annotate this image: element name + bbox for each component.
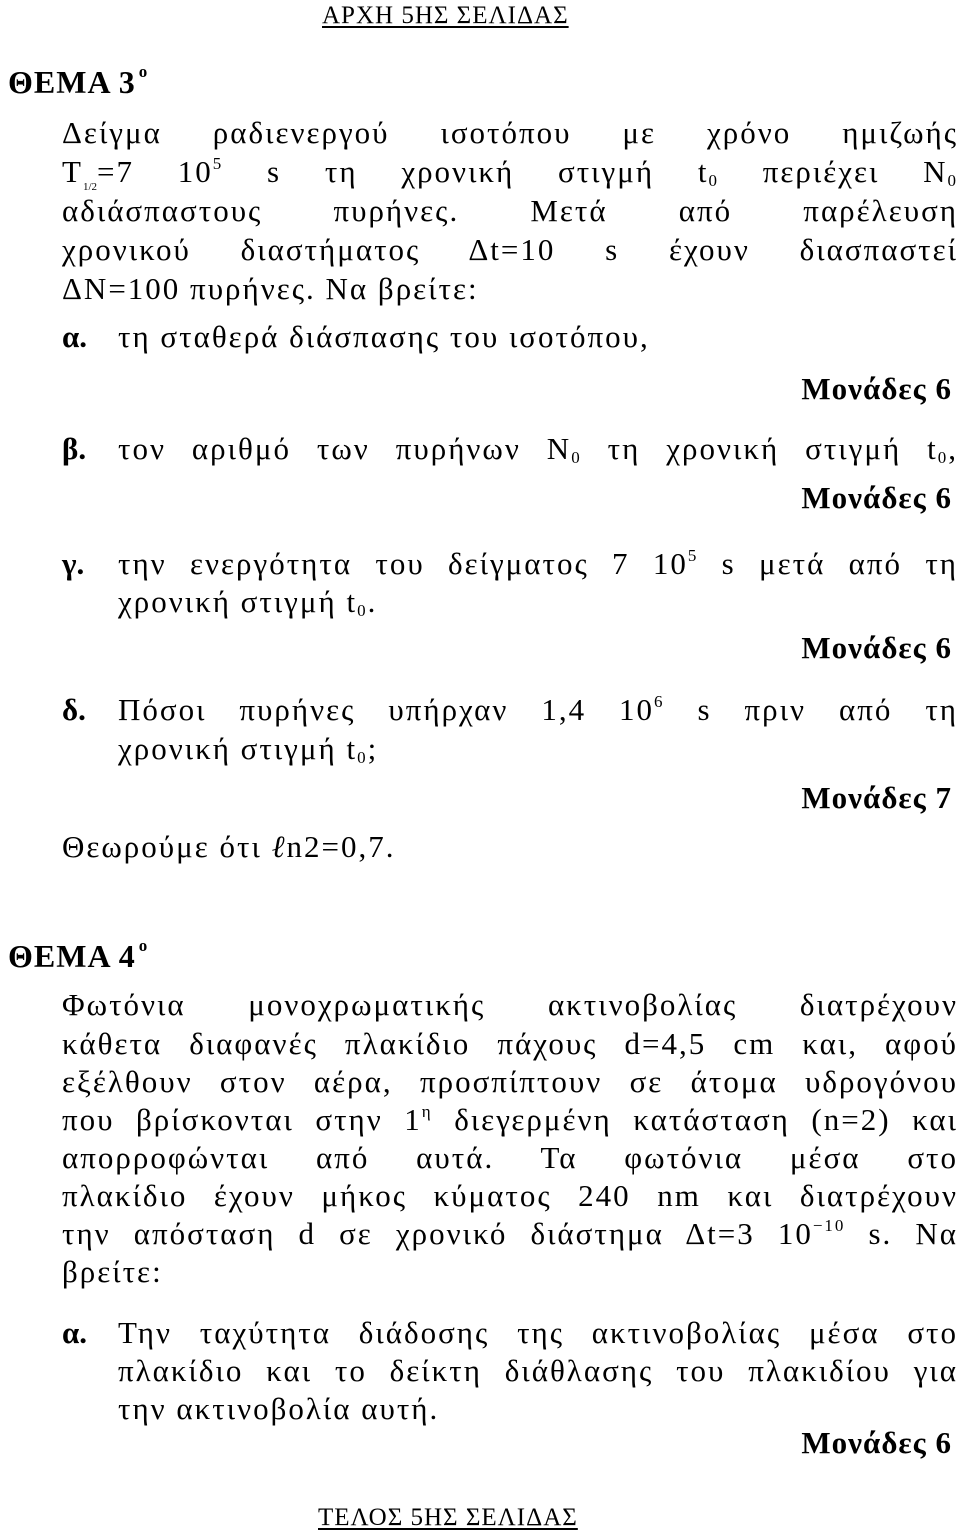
theme-4-line-1: Φωτόνια μονοχρωματικής ακτινοβολίας διατρέχουν [62,987,958,1022]
theme-3-b-text [118,431,958,468]
c-line-2-end: . [367,584,378,619]
ln-symbol: ℓ [271,829,287,864]
d-text-1: Πόσοι πυρήνες υπήρχαν 1,4 10 [118,692,655,727]
theme-3-c-line-2 [118,584,377,621]
line-4-text-b: διεγερμένη κατάσταση (n=2) και [432,1102,958,1137]
theme-4-line-5: απορροφώνται από αυτά. Τα φωτόνια μέσα στο [62,1140,958,1175]
theme-4-line-4 [62,1102,958,1138]
b-sub-1: 0 [571,448,582,467]
intro-line-2-text: s τη χρονική στιγμή t [223,154,709,189]
note-text-b: n2=0,7. [286,829,396,864]
theme-4-a-label: α. [62,1315,88,1350]
time-exponent: −10 [812,1216,846,1235]
theme-4-a-line-1: Την ταχύτητα διάδοσης της ακτινοβολίας μέσα στο [118,1315,958,1350]
intro-line-2-text-b: περιέχει N [718,154,948,189]
b-sub-2: 0 [937,448,949,467]
half-life-value: =7 10 [97,154,213,189]
theme-4-a-line-2: πλακίδιο και το δείκτη διάθλασης του πλακιδίου για [118,1353,958,1388]
theme-4-line-7 [62,1216,958,1252]
t-half-subscript: 1/2 [82,181,97,193]
theme-4-line-8: βρείτε: [62,1254,163,1289]
theme-3-note [62,829,395,865]
theme-3-a-text: τη σταθερά διάσπασης του ισοτόπου, [118,319,650,354]
page-header: ΑΡΧΗ 5ΗΣ ΣΕΛΙΔΑΣ [322,2,569,29]
t-half-symbol: T [62,154,83,189]
theme-3-d-marks: Μονάδες 7 [801,780,952,815]
c-line-2-text: χρονική στιγμή t [118,584,358,619]
theme-4-title [8,938,148,975]
d-exponent: 6 [654,692,665,711]
line-4-text-a: που βρίσκονται στην 1 [62,1102,422,1137]
page-footer: ΤΕΛΟΣ 5ΗΣ ΣΕΛΙΔΑΣ [318,1504,578,1531]
ordinal-sup: η [421,1102,433,1121]
theme-3-a-label: α. [62,319,88,354]
theme-3-title [8,64,148,101]
theme-3-a-marks: Μονάδες 6 [801,371,952,406]
theme-3-b-marks: Μονάδες 6 [801,480,952,515]
theme-3-intro-line-1: Δείγμα ραδιενεργού ισοτόπου με χρόνο ημιζωής [62,115,958,150]
d-line-2-sub: 0 [357,748,368,767]
theme-3-d-label: δ. [62,692,86,727]
theme-4-a-line-3: την ακτινοβολία αυτή. [118,1391,440,1426]
theme-4-line-3: εξέλθουν στον αέρα, προσπίπτουν σε άτομα υδρογόνου [62,1064,958,1099]
theme-3-title-sup: ο [138,62,149,82]
theme-3-c-marks: Μονάδες 6 [801,630,952,665]
line-7-text-a: την απόσταση d σε χρονικό διάστημα Δt=3 10 [62,1216,813,1251]
c-line-2-sub: 0 [357,601,368,620]
theme-3-title-text: ΘΕΜΑ 3 [8,64,136,100]
c-text-1: την ενεργότητα του δείγματος 7 10 [118,546,688,581]
theme-3-intro-line-2 [62,154,958,193]
d-line-2-text: χρονική στιγμή t [118,731,358,766]
b-text-1: τον αριθμό των πυρήνων N [118,431,572,466]
theme-3-intro-line-5: ΔN=100 πυρήνες. Να βρείτε: [62,271,479,306]
d-line-2-end: ; [367,731,379,766]
theme-4-a-marks: Μονάδες 6 [801,1425,952,1460]
line-7-text-b: s. Να [845,1216,958,1251]
c-exponent: 5 [687,546,699,565]
n0-subscript: 0 [947,171,958,190]
note-text-a: Θεωρούμε ότι [62,829,272,864]
b-text-3: , [948,431,958,466]
t0-subscript: 0 [708,171,719,190]
theme-4-title-text: ΘΕΜΑ 4 [8,938,136,974]
theme-3-intro-line-4: χρονικού διαστήματος Δt=10 s έχουν διασπαστεί [62,232,958,267]
theme-3-c-line-1 [118,546,958,582]
half-life-exponent: 5 [212,154,224,173]
c-text-2: s μετά από τη [698,546,959,581]
d-text-2: s πριν από τη [664,692,958,727]
theme-4-line-2: κάθετα διαφανές πλακίδιο πάχους d=4,5 cm και, αφού [62,1026,958,1061]
theme-4-line-6: πλακίδιο έχουν μήκος κύματος 240 nm και διατρέχουν [62,1178,958,1213]
theme-3-intro-line-3: αδιάσπαστους πυρήνες. Μετά από παρέλευση [62,193,958,228]
theme-3-d-line-1 [118,692,958,728]
theme-3-b-label: β. [62,431,87,466]
b-text-2: τη χρονική στιγμή t [581,431,938,466]
theme-4-title-sup: ο [138,936,149,956]
theme-3-c-label: γ. [62,546,85,581]
theme-3-d-line-2 [118,731,378,768]
